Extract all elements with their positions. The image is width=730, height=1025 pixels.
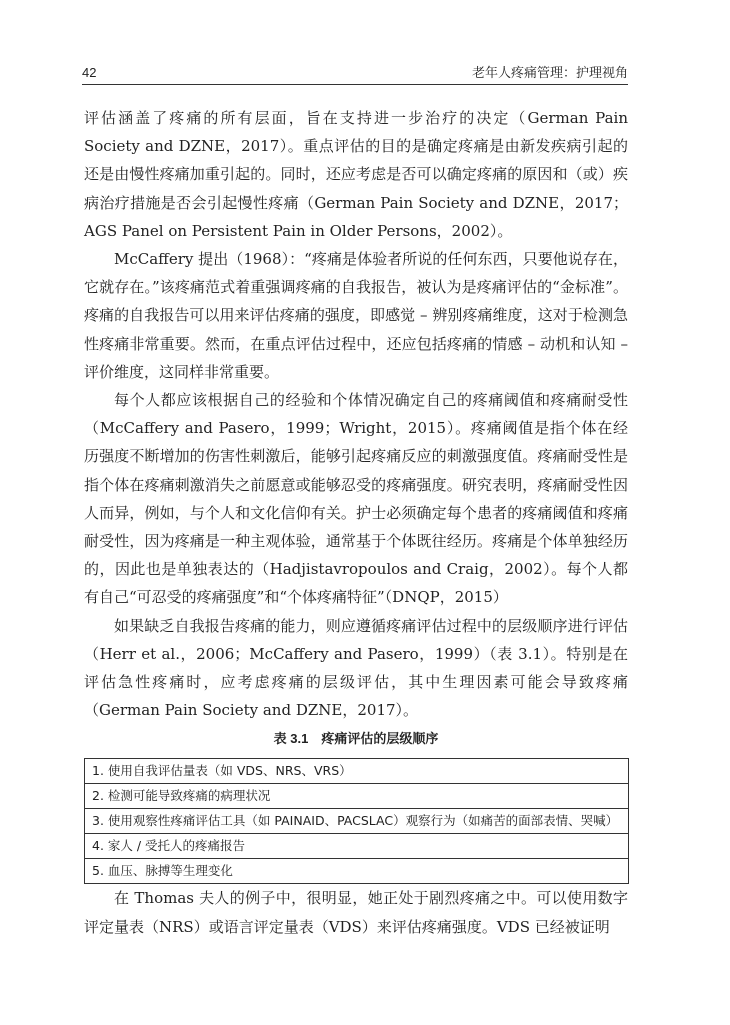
- page-body: [84, 104, 628, 941]
- paragraph: 在 Thomas 夫人的例子中，很明显，她正处于剧烈疼痛之中。可以使用数字评定量表（NRS）或语言评定量表（VDS）来评估疼痛强度。VDS 已经被证明: [84, 889, 628, 936]
- table-row: [85, 759, 629, 784]
- paragraph: McCaffery 提出（1968）：“疼痛是体验者所说的任何东西，只要他说存在，它就存在。”该疼痛范式着重强调疼痛的自我报告，被认为是疼痛评估的“金标准”。疼痛的自我报告可以用来评估疼痛的强度，即感觉 – 辨别疼痛维度，这对于检测急性疼痛非常重要。然而，在重点评估过程中，还应包括疼痛的情感 – 动机和认知 – 评价维度，这同样非常重要。: [84, 250, 628, 381]
- header-divider: [82, 84, 628, 85]
- book-title: 老年人疼痛管理：护理视角: [471, 65, 628, 80]
- paragraph: 如果缺乏自我报告疼痛的能力，则应遵循疼痛评估过程中的层级顺序进行评估（Herr et al.，2006；McCaffery and Pasero，1999）（表 3.1）。特别是在评估急性疼痛时，应考虑疼痛的层级评估，其中生理因素可能会导致疼痛（German Pain Society and DZNE，2017）。: [84, 616, 628, 720]
- table-row: [85, 834, 629, 859]
- paragraph: 评估涵盖了疼痛的所有层面，旨在支持进一步治疗的决定（German Pain Society and DZNE，2017）。重点评估的目的是确定疼痛是由新发疾病引起的还是由慢性疼痛加重引起的。同时，还应考虑是否可以确定疼痛的原因和（或）疾病治疗措施是否会引起慢性疼痛（German Pain Society and DZNE，2017；AGS Panel on Persistent Pain in Older Persons，2002）。: [84, 109, 628, 240]
- table-row: [85, 859, 629, 884]
- table-cell: 5. 血压、脉搏等生理变化: [85, 859, 629, 884]
- paragraph: 每个人都应该根据自己的经验和个体情况确定自己的疼痛阈值和疼痛耐受性（McCaffery and Pasero，1999；Wright，2015）。疼痛阈值是指个体在经历强度不断增加的伤害性刺激后，能够引起疼痛反应的刺激强度值。疼痛耐受性是指个体在疼痛刺激消失之前愿意或能够忍受的疼痛强度。研究表明，疼痛耐受性因人而异，例如，与个人和文化信仰有关。护士必须确定每个患者的疼痛阈值和疼痛耐受性，因为疼痛是一种主观体验，通常基于个体既往经历。疼痛是个体单独经历的，因此也是单独表达的（Hadjistavropoulos and Craig，2002）。每个人都有自己“可忍受的疼痛强度”和“个体疼痛特征”（DNQP，2015）: [84, 391, 628, 607]
- pain-assessment-hierarchy-table: [84, 758, 629, 884]
- table-cell: 4. 家人 / 受托人的疼痛报告: [85, 834, 629, 859]
- table-cell: 1. 使用自我评估量表（如 VDS、NRS、VRS）: [85, 759, 629, 784]
- page-number: 42: [82, 65, 97, 80]
- table-row: [85, 784, 629, 809]
- table-cell: 3. 使用观察性疼痛评估工具（如 PAINAID、PACSLAC）观察行为（如痛苦的面部表情、哭喊）: [85, 809, 629, 834]
- table-caption: 表 3.1 疼痛评估的层级顺序: [273, 731, 439, 747]
- table-row: [85, 809, 629, 834]
- running-header: [82, 62, 628, 81]
- table-cell: 2. 检测可能导致疼痛的病理状况: [85, 784, 629, 809]
